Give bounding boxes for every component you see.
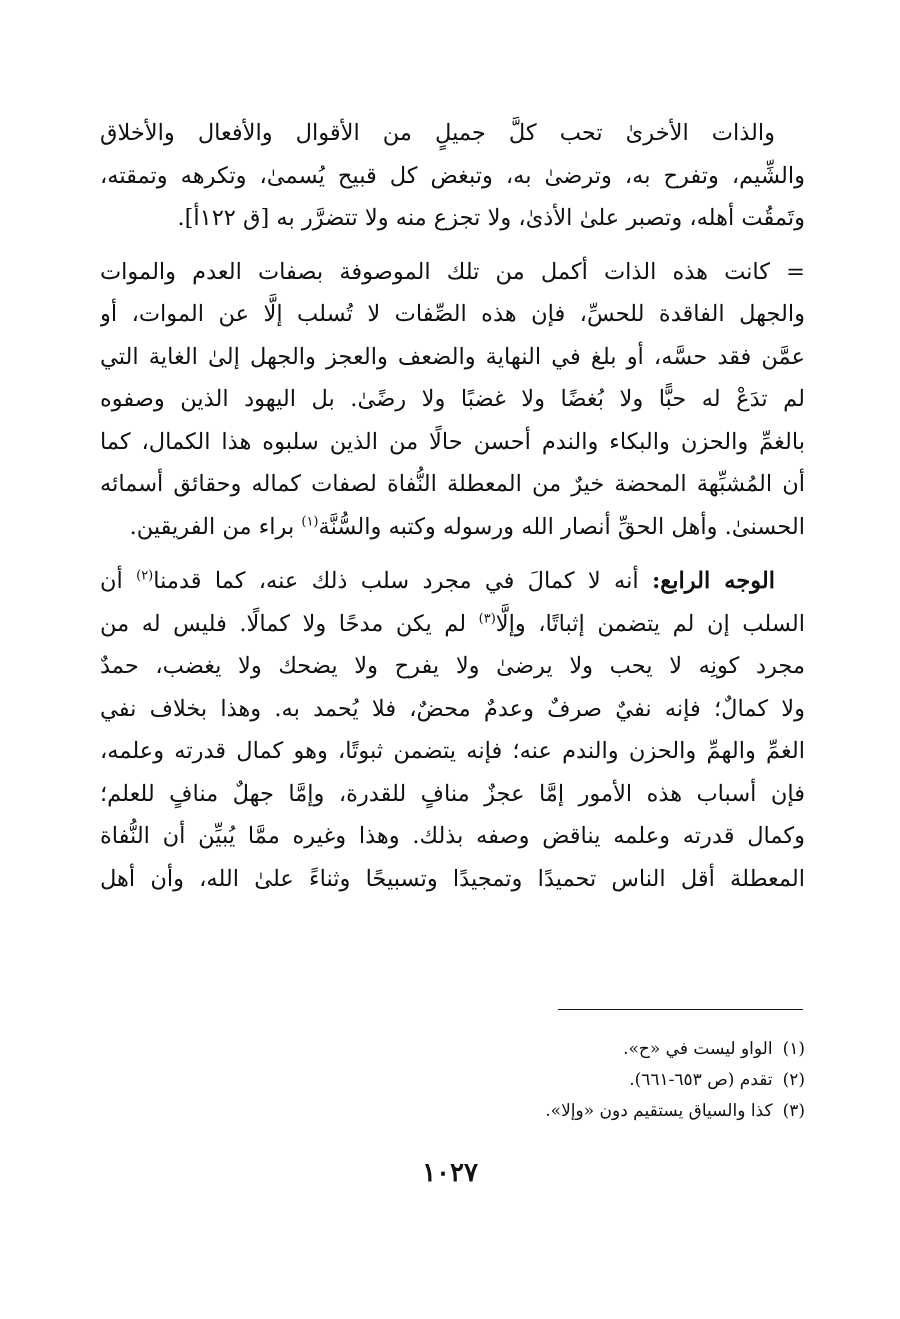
text-line: والذات الأخرىٰ تحب كلَّ جميلٍ من الأقوال والأفعال والأخلاق: [100, 120, 775, 146]
footnote-ref: (٢): [136, 568, 154, 584]
footnote-item: [100, 1096, 805, 1127]
text-line: ولا كمالٌ؛ فإنه نفيٌ صرفٌ وعدمٌ محضٌ، فلا يُحمد به. وهذا بخلاف نفي: [100, 695, 805, 722]
text-fragment: الحسنىٰ. وأهل الحقِّ أنصار الله ورسوله وكتبه والسُّنَّة: [318, 513, 805, 540]
footnote-item: [100, 1065, 805, 1096]
footnote-number: (٣): [782, 1101, 805, 1121]
paragraph-2: [100, 251, 805, 549]
footnote-ref: (٣): [478, 611, 496, 626]
footnotes: [100, 1034, 805, 1127]
text-line: والجهل الفاقدة للحسِّ، فإن هذه الصِّفات لا تُسلب إلَّا عن الموات، أو: [100, 301, 805, 327]
page-number: ١٠٢٧: [422, 1158, 478, 1188]
text-line: [100, 603, 805, 646]
paragraph-1: [100, 112, 805, 240]
footnote-text: كذا والسياق يستقيم دون «وإلا».: [545, 1101, 773, 1121]
section-heading: الوجه الرابع:: [651, 568, 775, 594]
text-line: = كانت هذه الذات أكمل من تلك الموصوفة بصفات العدم والموات: [100, 258, 805, 285]
footnote-text: تقدم (ص ٦٥٣-٦٦١).: [629, 1070, 773, 1090]
text-line: الغمِّ والهمِّ والحزن والندم عنه؛ فإنه يتضمن ثبوتًا، وهو كمال قدرته وعلمه،: [100, 738, 805, 764]
text-line: والشِّيم، وتفرح به، وترضىٰ به، وتبغض كل قبيح يُسمىٰ، وتكرهه وتمقته،: [100, 162, 805, 189]
text-fragment: أن: [100, 568, 137, 594]
text-line: المعطلة أقل الناس تحميدًا وتمجيدًا وتسبيحًا وثناءً علىٰ الله، وأن أهل: [100, 865, 805, 892]
text-fragment: السلب إن لم يتضمن إثباتًا، وإلَّا: [495, 610, 805, 637]
text-line: [100, 560, 805, 603]
footnote-text: الواو ليست في «ح».: [623, 1039, 773, 1059]
text-line: أن المُشبِّهة المحضة خيرٌ من المعطلة النُّفاة لصفات كماله وحقائق أسمائه: [100, 471, 805, 497]
text-line: مجرد كونِه لا يحب ولا يرضىٰ ولا يفرح ولا يضحك ولا يغضب، حمدٌ: [100, 653, 805, 679]
paragraph-3: [100, 560, 805, 900]
text-line: [100, 506, 805, 549]
text-fragment: لم يكن مدحًا ولا كمالًا. فليس له من: [100, 610, 479, 637]
page-body: [100, 112, 805, 900]
text-fragment: أنه لا كمالَ في مجرد سلب ذلك عنه، كما قدمنا: [153, 568, 652, 594]
text-line: بالغمِّ والحزن والبكاء والندم أحسن حالًا من الذين سلبوه هذا الكمال، كما: [100, 428, 805, 455]
text-line: لم تدَعْ له حبًّا ولا بُغضًا ولا غضبًا ولا رضًىٰ. بل اليهود الذين وصفوه: [100, 386, 805, 412]
text-line: فإن أسباب هذه الأمور إمَّا عجزٌ منافٍ للقدرة، وإمَّا جهلٌ منافٍ للعلم؛: [100, 780, 805, 807]
footnote-ref: (١): [301, 514, 319, 529]
text-line: وتَمقُت أهله، وتصبر علىٰ الأذىٰ، ولا تجزع منه ولا تتضرَّر به [ق ١٢٢أ].: [177, 205, 805, 231]
footnote-number: (١): [782, 1039, 805, 1059]
text-fragment: براء من الفريقين.: [129, 513, 302, 540]
text-line: وكمال قدرته وعلمه يناقض وصفه بذلك. وهذا وغيره ممَّا يُبيِّن أن النُّفاة: [100, 823, 805, 849]
footnote-number: (٢): [782, 1070, 805, 1090]
footnote-divider: [558, 1009, 803, 1010]
text-line: عمَّن فقد حسَّه، أو بلغ في النهاية والضعف والعجز والجهل إلىٰ الغاية التي: [100, 343, 805, 370]
footnote-item: [100, 1034, 805, 1065]
